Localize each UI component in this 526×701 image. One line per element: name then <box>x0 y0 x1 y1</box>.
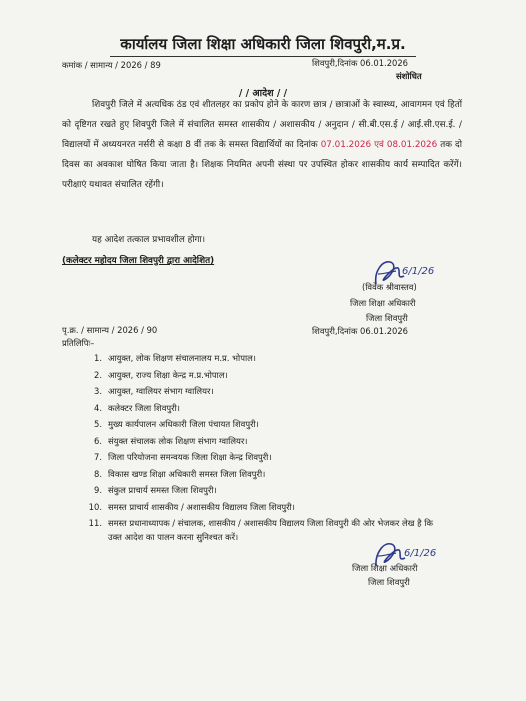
signature-1-date: 6/1/26 <box>402 266 435 277</box>
office-title: कार्यालय जिला शिक्षा अधिकारी जिला शिवपुरी,म.प्र. <box>120 35 406 53</box>
paragraph-text-1: शिवपुरी जिले में अत्यधिक ठंड एवं शीतलहर का प्रकोप होने के कारण छात्र / छात्राओं के स्वास्थ्य, आवागमन एवं हितों को दृष्टिगत रखते हुए शिवपुरी जिले में संचालित समस्त शासकीय / अशासकीय / अनुदान / सी.बी.एस.ई / आई.सी.एस.ई. / विद्यालयों में अध्ययनरत नर्सरी से कक्षा 8 वीं तक के समस्त विद्यार्थियों का दिनांक <box>62 100 462 150</box>
signatory-2-district: जिला शिवपुरी <box>368 577 410 587</box>
list-item: 9. संकुल प्राचार्य समस्त जिला शिवपुरी। <box>94 485 217 495</box>
list-item: 1. आयुक्त, लोक शिक्षण संचालनालय म.प्र. भोपाल। <box>94 353 256 363</box>
holiday-date-2: 08.01.2026 <box>386 140 438 150</box>
signatory-place-date: शिवपुरी,दिनांक 06.01.2026 <box>312 326 409 336</box>
list-item: 3. आयुक्त, ग्वालियर संभाग ग्वालियर। <box>94 386 214 396</box>
list-item: 8. विकास खण्ड शिक्षा अधिकारी समस्त जिला शिवपुरी। <box>94 468 266 479</box>
holiday-date-1: 07.01.2026 <box>320 140 372 150</box>
reference-number: कमांक / सामान्य / 2026 / 89 <box>62 60 161 70</box>
signature-2-date: 6/1/26 <box>404 548 437 559</box>
collector-order-line: (कलेक्टर महोदय जिला शिवपुरी द्वारा आदेशित) <box>62 256 215 266</box>
signatory-name: (विवेक श्रीवास्तव) <box>362 282 417 292</box>
list-item: 4. कलेक्टर जिला शिवपुरी। <box>94 402 180 413</box>
list-item: 7. जिला परियोजना समन्वयक जिला शिक्षा केन्द्र शिवपुरी। <box>94 452 272 462</box>
effect-line: यह आदेश तत्काल प्रभावशील होगा। <box>92 235 206 245</box>
issue-place-date: शिवपुरी,दिनांक 06.01.2026 <box>312 58 409 68</box>
list-item: 6. संयुक्त संचालक लोक शिक्षण संभाग ग्वालियर। <box>94 435 248 446</box>
order-paragraph <box>62 95 462 195</box>
signatory-designation: जिला शिक्षा अधिकारी <box>350 298 416 308</box>
order-heading: / / आदेश / / <box>238 88 288 99</box>
copy-to-label: प्रतिलिपिः– <box>62 338 95 348</box>
list-item: 10. समस्त प्राचार्य शासकीय / अशासकीय विद्यालय जिला शिवपुरी। <box>88 501 295 512</box>
list-item: 11. समस्त प्रधानाध्यापक / संचालक, शासकीय / अशासकीय विद्यालय जिला शिवपुरी की ओर भेजकर लेख है कि उक्त आदेश का पालन करना सुनिश्चत करें। <box>88 518 433 542</box>
copy-recipients-list <box>88 350 438 544</box>
endorsement-number: पृ.क्र. / सामान्य / 2026 / 90 <box>62 325 158 335</box>
paragraph-text-2: तक दो दिवस का अवकाश घोषित किया जाता है। शिक्षक नियमित अपनी संस्था पर उपस्थित होकर शासकीय कार्य सम्पादित करेंगें। परीक्षाएं यथावत संचालित रहेंगी। <box>62 140 462 190</box>
title-underline <box>110 56 416 57</box>
revised-label: संशोधित <box>396 71 422 81</box>
signatory-2-designation: जिला शिक्षा अधिकारी <box>352 563 418 573</box>
date-conjunction: एवं <box>371 140 387 150</box>
list-item: 5. मुख्य कार्यपालन अधिकारी जिला पंचायत शिवपुरी। <box>94 419 259 429</box>
list-item: 2. आयुक्त, राज्य शिक्षा केन्द्र म.प्र.भोपाल। <box>94 369 228 380</box>
signatory-district: जिला शिवपुरी <box>366 313 408 323</box>
